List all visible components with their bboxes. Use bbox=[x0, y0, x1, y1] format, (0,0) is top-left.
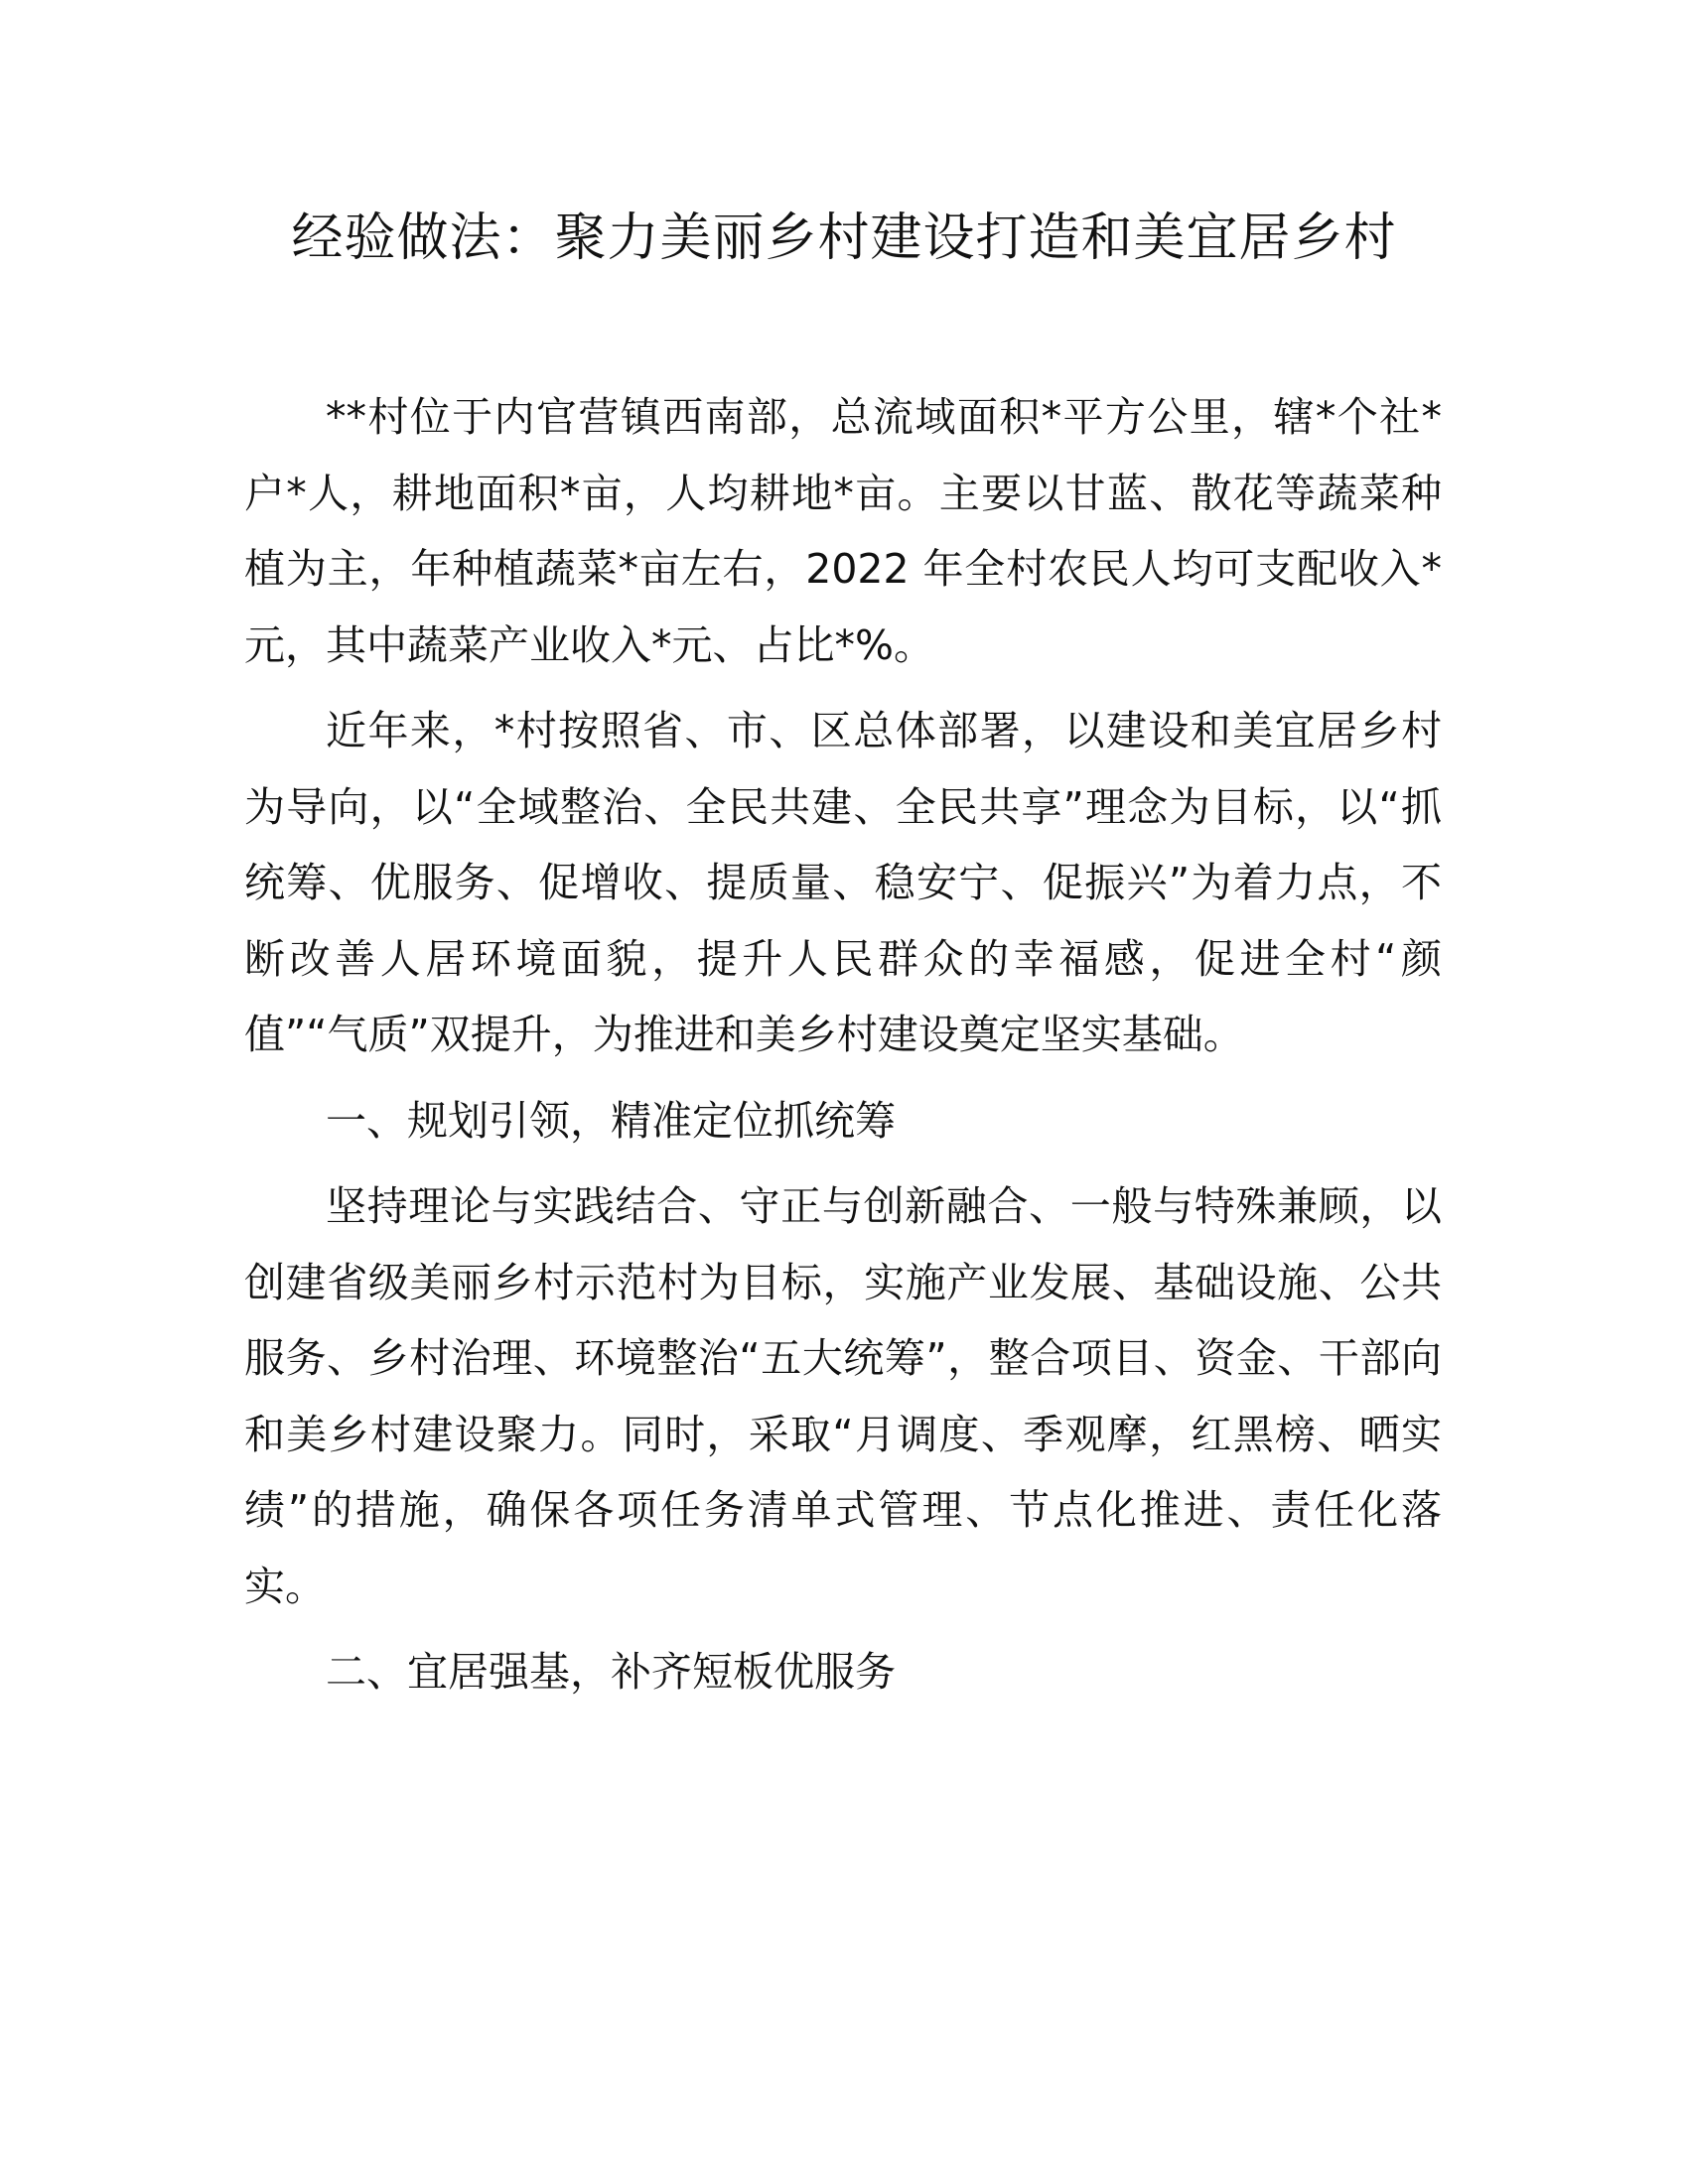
paragraph-recent-years: 近年来，*村按照省、市、区总体部署，以建设和美宜居乡村为导向，以“全域整治、全民共建、全民共享”理念为目标，以“抓统筹、优服务、促增收、提质量、稳安宁、促振兴”为着力点，不断改善人居环境面貌，提升人民群众的幸福感，促进全村“颜值”“气质”双提升，为推进和美乡村建设奠定坚实基础。 bbox=[244, 707, 1442, 1058]
document-body bbox=[244, 379, 1442, 1720]
section-heading-livability: 二、宜居强基，补齐短板优服务 bbox=[326, 1648, 896, 1696]
paragraph-planning: 坚持理论与实践结合、守正与创新融合、一般与特殊兼顾，以创建省级美丽乡村示范村为目标，实施产业发展、基础设施、公共服务、乡村治理、环境整治“五大统筹”，整合项目、资金、干部向和美乡村建设聚力。同时，采取“月调度、季观摩，红黑榜、晒实绩”的措施，确保各项任务清单式管理、节点化推进、责任化落实。 bbox=[244, 1182, 1442, 1610]
document-title: 经验做法：聚力美丽乡村建设打造和美宜居乡村 bbox=[291, 208, 1397, 268]
section-heading-planning: 一、规划引领，精准定位抓统筹 bbox=[326, 1096, 896, 1145]
paragraph-village-overview: **村位于内官营镇西南部，总流域面积*平方公里，辖*个社*户*人，耕地面积*亩，人均耕地*亩。主要以甘蓝、散花等蔬菜种植为主，年种植蔬菜*亩左右，2022 年全村农民人均可支配收入*元，其中蔬菜产业收入*元、占比*%。 bbox=[244, 393, 1442, 669]
